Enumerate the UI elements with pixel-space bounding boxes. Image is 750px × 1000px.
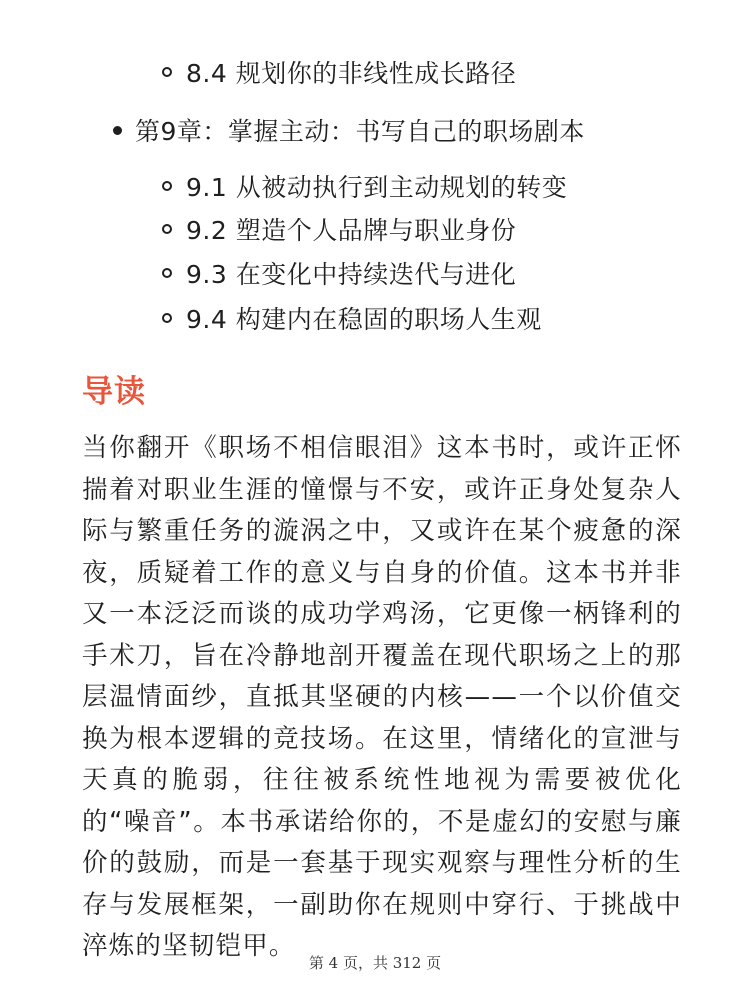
hollow-bullet-icon <box>162 224 172 234</box>
toc-chapter-9[interactable] <box>113 108 585 152</box>
toc-item-9-4[interactable] <box>162 296 542 340</box>
toc-item-label: 9.3 在变化中持续迭代与进化 <box>186 260 517 289</box>
toc-item-9-1[interactable] <box>162 164 567 208</box>
filled-bullet-icon <box>113 126 122 135</box>
section-heading: 导读 <box>82 374 146 410</box>
toc-item-label: 9.2 塑造个人品牌与职业身份 <box>186 216 517 245</box>
page-number: 第 4 页，共 312 页 <box>308 954 442 972</box>
toc-item-label: 9.1 从被动执行到主动规划的转变 <box>186 173 568 202</box>
toc-item-label: 8.4 规划你的非线性成长路径 <box>186 59 517 88</box>
toc-item-9-2[interactable] <box>162 207 516 251</box>
toc-item-8-4[interactable] <box>162 50 516 94</box>
hollow-bullet-icon <box>162 181 172 191</box>
hollow-bullet-icon <box>162 67 172 77</box>
hollow-bullet-icon <box>162 313 172 323</box>
toc-item-label: 9.4 构建内在稳固的职场人生观 <box>186 305 542 334</box>
intro-paragraph: 当你翻开《职场不相信眼泪》这本书时，或许正怀揣着对职业生涯的憧憬与不安，或许正身处复杂人际与繁重任务的漩涡之中，又或许在某个疲惫的深夜，质疑着工作的意义与自身的价值。这本书并非又一本泛泛而谈的成功学鸡汤，它更像一柄锋利的手术刀，旨在冷静地剖开覆盖在现代职场之上的那层温情面纱，直抵其坚硬的内核——一个以价值交换为根本逻辑的竞技场。在这里，情绪化的宣泄与天真的脆弱，往往被系统性地视为需要被优化的“噪音”。本书承诺给你的，不是虚幻的安慰与廉价的鼓励，而是一套基于现实观察与理性分析的生存与发展框架，一副助你在规则中穿行、于挑战中淬炼的坚韧铠甲。 <box>82 433 682 961</box>
toc-item-9-3[interactable] <box>162 251 516 295</box>
hollow-bullet-icon <box>162 268 172 278</box>
toc-chapter-label: 第9章：掌握主动：书写自己的职场剧本 <box>135 117 585 146</box>
